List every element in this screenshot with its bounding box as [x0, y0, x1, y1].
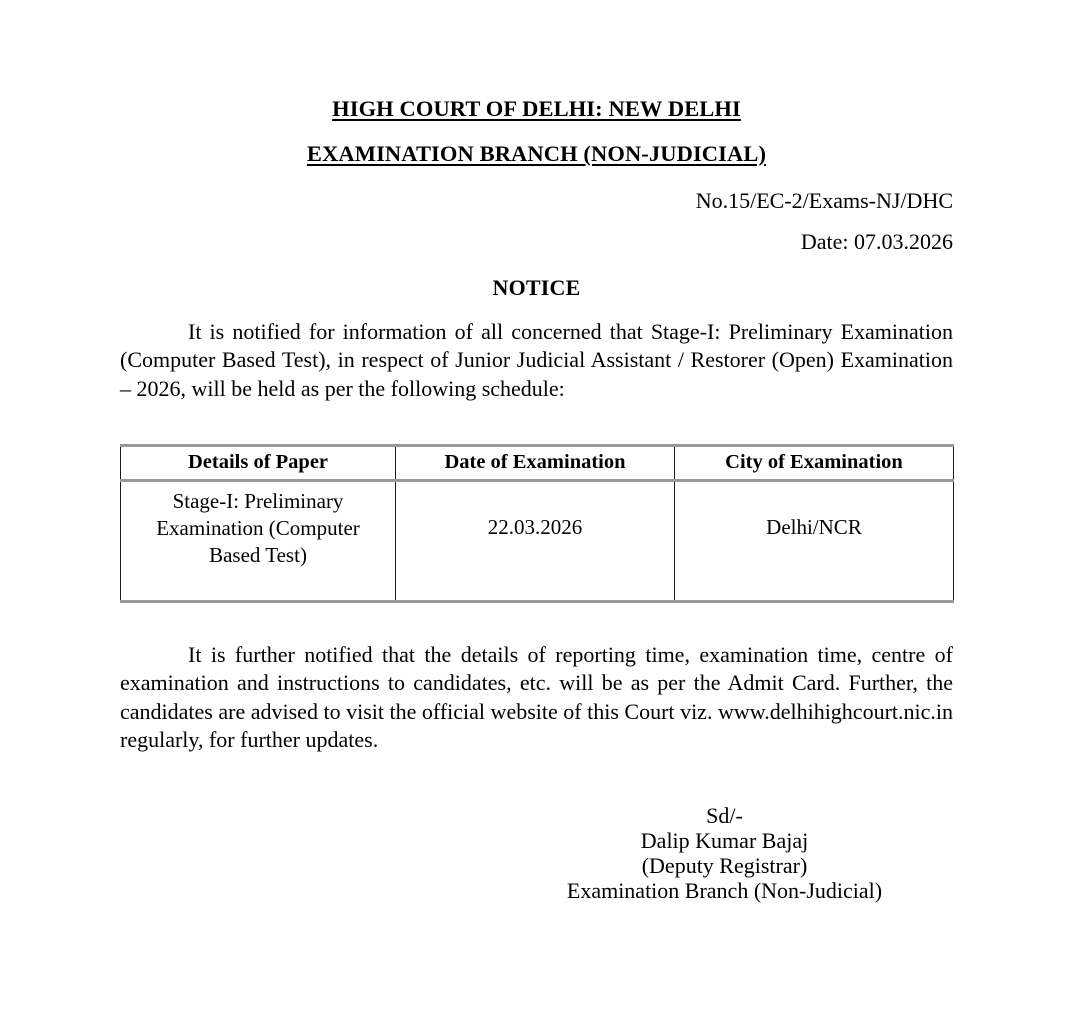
notice-title: NOTICE [492, 275, 581, 301]
cell-details-of-paper: Stage-I: Preliminary Examination (Computer Based Test) [121, 481, 396, 602]
signatory-name: Dalip Kumar Bajaj [640, 827, 809, 853]
signatory-branch: Examination Branch (Non-Judicial) [566, 877, 883, 903]
cell-city-of-examination: Delhi/NCR [675, 481, 954, 602]
paragraph-one: It is notified for information of all concerned that Stage-I: Preliminary Examination (Computer Based Test), in respect of Junior Judicial Assistant / Restorer (Open) Examination – 2026, will be held as per the following schedule: [120, 319, 953, 401]
table-row [121, 481, 954, 602]
letterhead [120, 0, 953, 167]
notice-date: Date: 07.03.2026 [800, 229, 953, 255]
table-header-row [121, 445, 954, 481]
signature-block [496, 804, 953, 903]
schedule-table [120, 444, 954, 604]
reference-number: No.15/EC-2/Exams-NJ/DHC [695, 188, 953, 214]
signatory-designation: (Deputy Registrar) [641, 852, 808, 878]
column-header-details-of-paper: Details of Paper [121, 445, 396, 481]
paragraph-two: It is further notified that the details of reporting time, examination time, centre of examination and instructions to candidates, etc. will be as per the Admit Card. Further, the candidates are advised to visit the official website of this Court viz. www.delhihighcourt.nic.in regularly, for further updates. [120, 642, 953, 752]
column-header-date-of-examination: Date of Examination [396, 445, 675, 481]
document-content [120, 0, 953, 903]
cell-date-of-examination: 22.03.2026 [396, 481, 675, 602]
court-name-heading-text: HIGH COURT OF DELHI: NEW DELHI [332, 96, 741, 121]
column-header-city-of-examination: City of Examination [675, 445, 954, 481]
court-name-heading [120, 96, 953, 123]
signature-sd-line: Sd/- [706, 802, 743, 828]
branch-heading [120, 141, 953, 168]
schedule-table-wrapper [120, 444, 953, 604]
branch-heading-text: EXAMINATION BRANCH (NON-JUDICIAL) [306, 140, 767, 166]
